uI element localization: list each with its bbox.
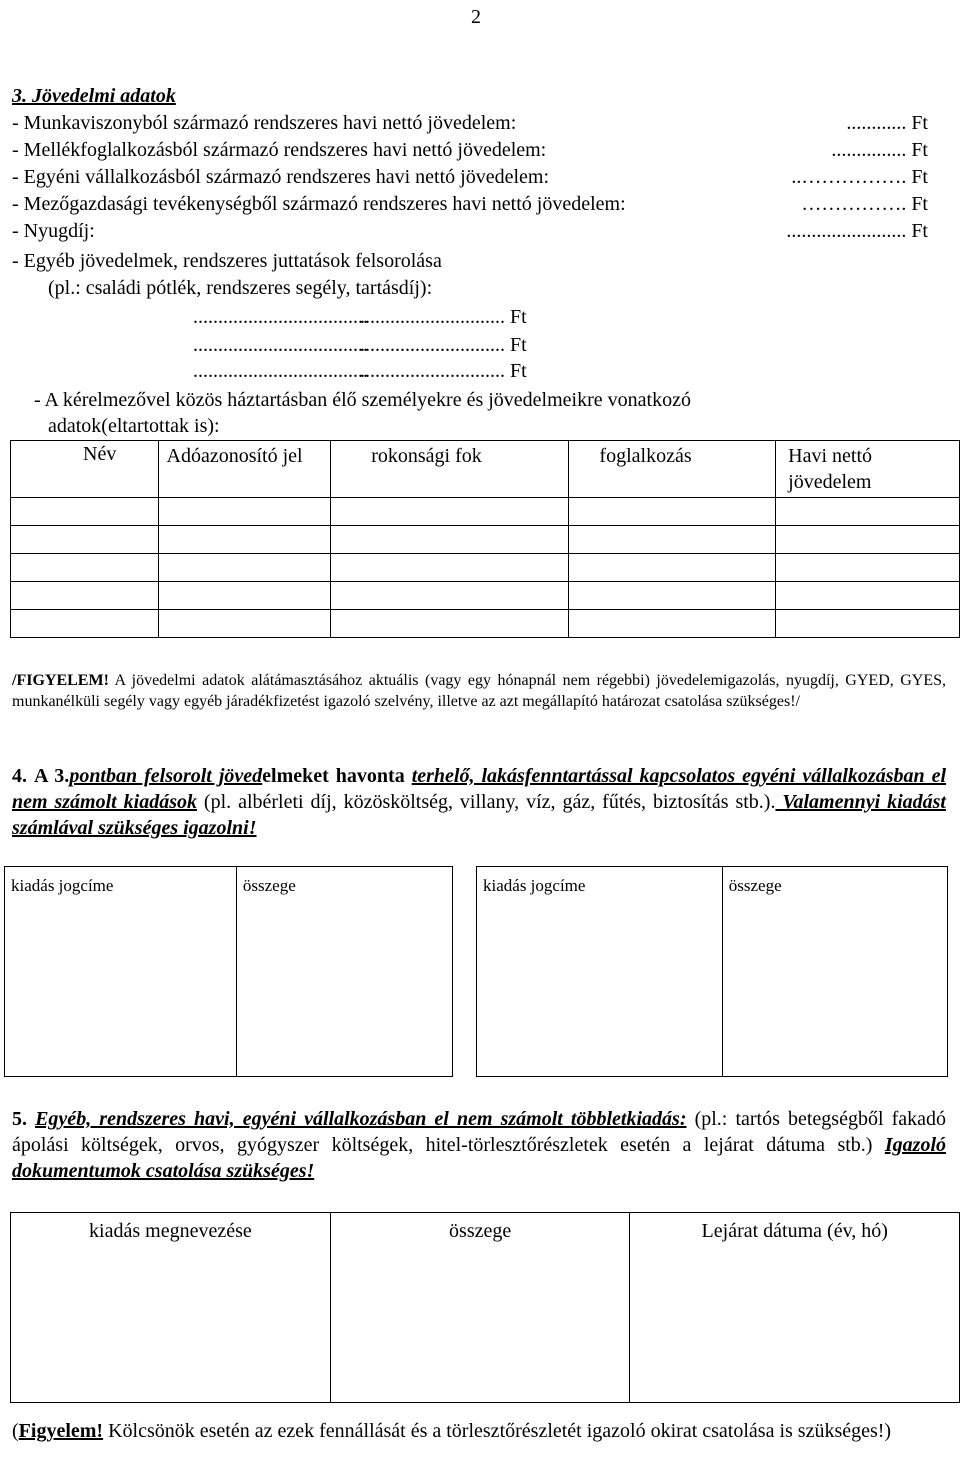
other-income-left: ................................... (193, 306, 368, 328)
income-row (0, 164, 960, 190)
table-cell[interactable] (776, 498, 960, 526)
col-header-expense-type: kiadás jogcíme (5, 867, 237, 1077)
other-income-examples: (pl.: családi pótlék, rendszeres segély, tartásdíj): (48, 277, 433, 299)
table-cell[interactable] (158, 498, 331, 526)
income-row (0, 110, 960, 136)
section5-c: Igazoló dokumentumok csatolása szükséges! (12, 1134, 946, 1182)
table-cell[interactable] (331, 554, 569, 582)
table-row (11, 582, 960, 610)
warning-text: A jövedelmi adatok alátámasztásához aktuális (vagy egy hónapnál nem régebbi) jövedelemigazolás, nyugdíj, GYED, GYES, munkanélküli segély vagy egyéb járadékfizetést igazoló szelvény, illetve az azt megállapító határozat csatolása szükséges!/ (12, 672, 946, 710)
footer-warning: Figyelem! (18, 1420, 104, 1442)
section3-title: 3. Jövedelmi adatok (12, 85, 176, 107)
income-label: - Egyéni vállalkozásból származó rendszeres havi nettó jövedelem: (12, 166, 550, 188)
income-label: - Mezőgazdasági tevékenységből származó rendszeres havi nettó jövedelem: (12, 193, 626, 215)
table-cell[interactable] (569, 554, 776, 582)
table-row (11, 526, 960, 554)
income-amount: ……………. Ft (801, 193, 928, 215)
warning-paragraph (12, 670, 946, 712)
footer-note (12, 1418, 946, 1444)
col-header-amount: összege (330, 1213, 630, 1403)
table-cell[interactable] (776, 582, 960, 610)
table-row (11, 498, 960, 526)
section4-d: terhelő, lakásfenntartással kapcsolatos egyéni vállalkozásban el nem számolt kiadások (12, 765, 947, 813)
income-row (0, 191, 960, 217)
table-cell[interactable] (158, 610, 331, 638)
household-heading: - A kérelmezővel közös háztartásban élő személyekre és jövedelmeikre vonatkozó (34, 389, 691, 411)
other-income-right: ............................. Ft (360, 306, 527, 328)
section4-e: (pl. albérleti díj, közösköltség, villany, víz, gáz, fűtés, biztosítás stb.). (197, 791, 776, 813)
section4-c: elmeket havonta (262, 765, 405, 787)
table-cell[interactable] (11, 610, 159, 638)
table-row (11, 610, 960, 638)
col-header-amount: összege (722, 867, 947, 1077)
section5-b: (pl.: tartós betegségből fakadó ápolási költségek, orvos, gyógyszer költségek, hitel-törlesztőrészletek esetén a lejárat dátuma stb.) (12, 1108, 947, 1156)
section4-b: pontban felsorolt jöved (69, 765, 263, 787)
table-cell[interactable] (158, 582, 331, 610)
col-header-relation: rokonsági fok (331, 441, 569, 498)
table-cell[interactable] (11, 498, 159, 526)
other-income-heading: - Egyéb jövedelmek, rendszeres juttatások felsorolása (12, 250, 442, 272)
footer-open: ( (12, 1420, 19, 1442)
section4-paragraph (12, 763, 946, 841)
income-amount: ........................ Ft (786, 220, 928, 242)
income-label: - Nyugdíj: (12, 220, 95, 242)
col-header-name: Név (11, 441, 159, 498)
other-income-left: ................................... (193, 334, 368, 356)
table-cell[interactable] (11, 582, 159, 610)
table-cell[interactable] (776, 554, 960, 582)
income-row (0, 137, 960, 163)
table-cell[interactable] (776, 526, 960, 554)
warning-label: /FIGYELEM! (12, 672, 109, 689)
section5-paragraph (12, 1106, 946, 1184)
income-amount: ............ Ft (846, 112, 928, 134)
extra-expense-table (10, 1212, 960, 1403)
income-label: - Munkaviszonyból származó rendszeres havi nettó jövedelem: (12, 112, 517, 134)
expense-table-right (476, 866, 948, 1077)
table-cell[interactable] (331, 610, 569, 638)
household-table (10, 440, 960, 638)
table-cell[interactable] (776, 610, 960, 638)
table-cell[interactable] (331, 498, 569, 526)
col-header-expense-type: kiadás jogcíme (477, 867, 723, 1077)
section4-a: A 3. (33, 765, 70, 787)
section5-a: Egyéb, rendszeres havi, egyéni vállalkozásban el nem számolt többletkiadás: (35, 1108, 687, 1130)
other-income-right: ............................. Ft (360, 360, 527, 382)
table-cell[interactable] (158, 526, 331, 554)
table-row (11, 554, 960, 582)
income-label: - Mellékfoglalkozásból származó rendszeres havi nettó jövedelem: (12, 139, 547, 161)
section5-num: 5. (12, 1108, 27, 1130)
table-cell[interactable] (331, 526, 569, 554)
col-header-tax-id: Adóazonosító jel (158, 441, 331, 498)
household-heading-2: adatok(eltartottak is): (48, 415, 220, 437)
expense-table-left (4, 866, 453, 1077)
table-cell[interactable] (331, 582, 569, 610)
table-cell[interactable] (569, 582, 776, 610)
table-cell[interactable] (158, 554, 331, 582)
section4-num: 4. (12, 765, 27, 787)
col-header-income: Havi nettó jövedelem (776, 441, 960, 498)
col-header-occupation: foglalkozás (569, 441, 776, 498)
col-header-due-date: Lejárat dátuma (év, hó) (630, 1213, 960, 1403)
col-header-amount: összege (236, 867, 452, 1077)
income-amount: ..……………. Ft (791, 166, 928, 188)
table-cell[interactable] (11, 526, 159, 554)
col-header-expense-name: kiadás megnevezése (11, 1213, 331, 1403)
income-amount: ............... Ft (831, 139, 928, 161)
table-cell[interactable] (11, 554, 159, 582)
page-number: 2 (471, 6, 481, 28)
table-cell[interactable] (569, 610, 776, 638)
other-income-right: ............................. Ft (360, 334, 527, 356)
footer-text: Kölcsönök esetén az ezek fennállását és a törlesztőrészletét igazoló okirat csatolása is szükséges!) (103, 1420, 892, 1442)
table-cell[interactable] (569, 498, 776, 526)
table-cell[interactable] (569, 526, 776, 554)
income-row (0, 218, 960, 244)
other-income-left: ................................... (193, 360, 368, 382)
section4-f: Valamennyi kiadást számlával szükséges igazolni! (12, 791, 946, 839)
